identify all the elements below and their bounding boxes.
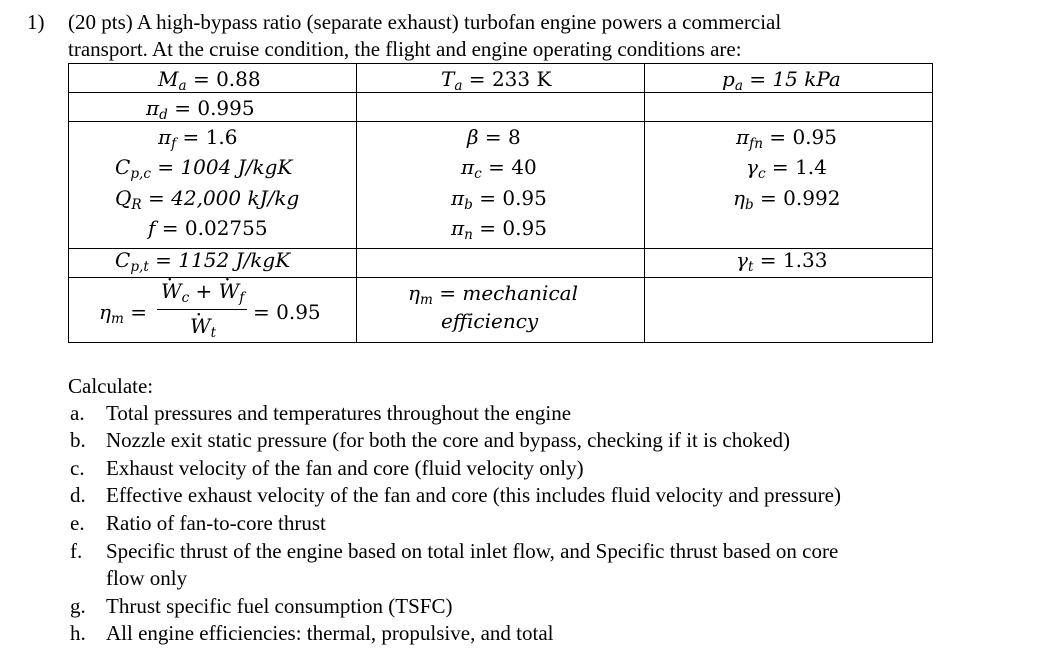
burner-pressure-ratio-value: 0.95	[502, 186, 547, 210]
cold-gamma-value: 1.4	[795, 155, 827, 179]
list-item: Specific thrust of the engine based on total inlet flow, and Specific thrust based on core	[106, 539, 839, 563]
bypass-ratio-cell: β = 8	[467, 125, 521, 149]
cold-specific-heat-cell: $C_{p,c} = 1004$ J/kgK	[115, 155, 293, 183]
ambient-pressure-cell: $p_a = 15$ kPa	[722, 67, 841, 95]
compressor-pressure-ratio-value: 40	[511, 155, 537, 179]
mechanical-efficiency-label: $\eta_m$ = mechanical	[408, 281, 578, 309]
list-item-marker: b.	[70, 428, 86, 452]
fan-pressure-ratio-value: 1.6	[205, 125, 238, 149]
nozzle-pressure-ratio-cell: $\pi_n = 0.95$	[451, 216, 547, 244]
list-item: Effective exhaust velocity of the fan and core (this includes fluid velocity and pressure)	[106, 483, 841, 507]
ambient-temperature-cell: $T_a = 233$ K	[441, 67, 552, 95]
problem-statement-line-1: (20 pts) A high-bypass ratio (separate exhaust) turbofan engine powers a commercial	[68, 10, 782, 34]
diffuser-pressure-ratio-value: 0.995	[197, 96, 255, 120]
list-item: Ratio of fan-to-core thrust	[106, 511, 326, 535]
hot-specific-heat-value: 1152 J/kgK	[178, 248, 291, 272]
list-item-continuation: flow only	[106, 566, 188, 590]
cold-gamma-cell: $\gamma_c = 1.4$	[746, 155, 827, 183]
list-item-marker: c.	[70, 456, 85, 480]
hot-gamma-cell: $\gamma_t = 1.33$	[736, 248, 828, 276]
mechanical-efficiency-label-line-2: efficiency	[441, 309, 539, 333]
burner-efficiency-value: 0.992	[783, 186, 841, 210]
list-item: Thrust specific fuel consumption (TSFC)	[106, 594, 453, 618]
burner-efficiency-cell: $\eta_b = 0.992$	[733, 186, 841, 214]
ambient-temperature-value: 233 K	[491, 67, 552, 91]
bypass-ratio-value: 8	[508, 125, 521, 149]
hot-gamma-value: 1.33	[782, 248, 828, 272]
mach-number-value: 0.88	[216, 67, 261, 91]
nozzle-pressure-ratio-value: 0.95	[502, 216, 547, 240]
fuel-air-ratio-cell: f = 0.02755	[148, 216, 268, 240]
fan-nozzle-pressure-ratio-value: 0.95	[792, 125, 837, 149]
heating-value-value: 42,000 kJ/kg	[171, 186, 300, 210]
list-item-marker: f.	[70, 539, 83, 563]
list-item: All engine efficiencies: thermal, propulsive, and total	[106, 621, 554, 645]
list-item-marker: d.	[70, 483, 86, 507]
list-item: Total pressures and temperatures throughout the engine	[106, 401, 572, 425]
list-item-marker: a.	[70, 401, 85, 425]
problem-statement-line-2: transport. At the cruise condition, the flight and engine operating conditions are:	[68, 37, 742, 61]
problem-number: 1)	[27, 10, 45, 34]
fan-pressure-ratio-cell: $\pi_f = 1.6$	[158, 125, 238, 153]
list-item-marker: h.	[70, 621, 86, 645]
list-item-marker: g.	[70, 594, 86, 618]
mach-number-cell: $M_a = 0.88$	[158, 67, 261, 95]
list-item-marker: e.	[70, 511, 85, 535]
diffuser-pressure-ratio-cell: $\pi_d = 0.995$	[146, 96, 255, 124]
ambient-pressure-value: 15 kPa	[772, 67, 841, 91]
calculate-heading: Calculate:	[68, 374, 154, 398]
heating-value-cell: $Q_R = 42,000$ kJ/kg	[115, 186, 300, 214]
compressor-pressure-ratio-cell: $\pi_c = 40$	[461, 155, 537, 183]
hot-specific-heat-cell: $C_{p,t} = 1152$ J/kgK	[115, 248, 291, 276]
list-item: Exhaust velocity of the fan and core (fluid velocity only)	[106, 456, 584, 480]
cold-specific-heat-value: 1004 J/kgK	[180, 155, 293, 179]
list-item: Nozzle exit static pressure (for both the core and bypass, checking if it is choked)	[106, 428, 791, 452]
burner-pressure-ratio-cell: $\pi_b = 0.95$	[451, 186, 547, 214]
mechanical-efficiency-value: 0.95	[276, 300, 321, 324]
fan-nozzle-pressure-ratio-cell: $\pi_{fn} = 0.95$	[736, 125, 837, 153]
fuel-air-ratio-value: 0.02755	[184, 216, 268, 240]
